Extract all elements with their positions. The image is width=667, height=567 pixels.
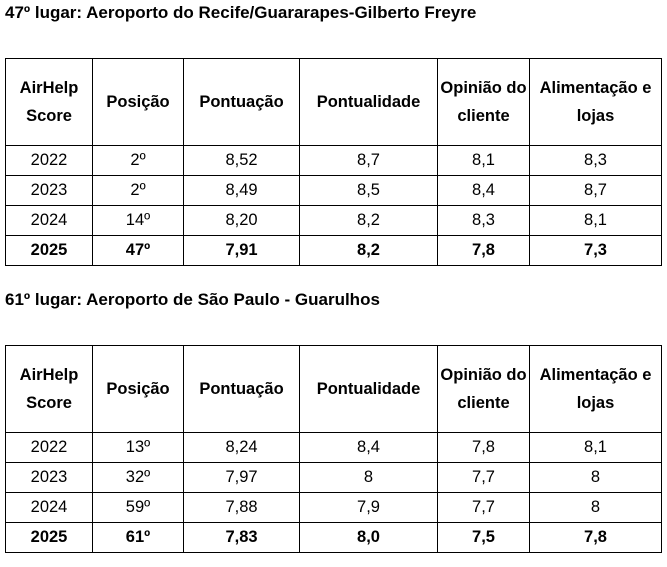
table-cell: 8,4 [300,433,438,463]
table-row-current-year [6,236,662,266]
table-cell: 7,91 [184,236,300,266]
header-posicao: Posição [93,346,184,433]
table-row [6,146,662,176]
ranking-table-guarulhos [5,345,662,553]
table-cell: 8,3 [438,206,530,236]
table-cell: 7,88 [184,493,300,523]
table-cell: 8,52 [184,146,300,176]
table-cell: 7,97 [184,463,300,493]
table-row [6,433,662,463]
table-cell: 8 [530,493,662,523]
header-opiniao-cliente: Opinião do cliente [438,59,530,146]
header-alimentacao-lojas: Alimentação e lojas [530,346,662,433]
table-cell: 8,1 [530,206,662,236]
table-cell: 2º [93,146,184,176]
table-header-row [6,59,662,146]
header-pontualidade: Pontualidade [300,59,438,146]
table-cell: 2º [93,176,184,206]
table-cell: 32º [93,463,184,493]
table-cell: 59º [93,493,184,523]
table-cell: 7,8 [530,523,662,553]
header-airhelp-score: AirHelp Score [6,59,93,146]
table-cell: 8,1 [438,146,530,176]
table-row [6,493,662,523]
table-cell: 2024 [6,493,93,523]
table-cell: 8 [300,463,438,493]
table-cell: 8,20 [184,206,300,236]
table-cell: 8,0 [300,523,438,553]
table-cell: 7,3 [530,236,662,266]
header-pontuacao: Pontuação [184,346,300,433]
table-row [6,463,662,493]
table-cell: 47º [93,236,184,266]
table-cell: 8,4 [438,176,530,206]
table-cell: 7,7 [438,493,530,523]
table-cell: 2023 [6,463,93,493]
header-pontuacao: Pontuação [184,59,300,146]
table-cell: 8,7 [300,146,438,176]
table-cell: 2022 [6,433,93,463]
table-cell: 8,49 [184,176,300,206]
table-cell: 2024 [6,206,93,236]
table-cell: 8,2 [300,236,438,266]
table-cell: 13º [93,433,184,463]
table-cell: 7,9 [300,493,438,523]
table-cell: 8,7 [530,176,662,206]
table-cell: 7,8 [438,433,530,463]
table-row [6,176,662,206]
table-cell: 7,8 [438,236,530,266]
table-cell: 2025 [6,523,93,553]
table-cell: 8,2 [300,206,438,236]
header-posicao: Posição [93,59,184,146]
table-cell: 8,5 [300,176,438,206]
table-header-row [6,346,662,433]
table-cell: 7,83 [184,523,300,553]
ranking-table-recife [5,58,662,266]
table-cell: 2025 [6,236,93,266]
table-cell: 14º [93,206,184,236]
table-row-current-year [6,523,662,553]
header-pontualidade: Pontualidade [300,346,438,433]
section-title: 47º lugar: Aeroporto do Recife/Guararapes-Gilberto Freyre [5,3,477,22]
table-cell: 8 [530,463,662,493]
table-cell: 61º [93,523,184,553]
table-cell: 7,7 [438,463,530,493]
table-cell: 2023 [6,176,93,206]
table-cell: 7,5 [438,523,530,553]
table-cell: 8,24 [184,433,300,463]
header-alimentacao-lojas: Alimentação e lojas [530,59,662,146]
section-title: 61º lugar: Aeroporto de São Paulo - Guarulhos [5,290,380,309]
header-opiniao-cliente: Opinião do cliente [438,346,530,433]
table-cell: 8,3 [530,146,662,176]
table-row [6,206,662,236]
table-cell: 8,1 [530,433,662,463]
table-cell: 2022 [6,146,93,176]
header-airhelp-score: AirHelp Score [6,346,93,433]
